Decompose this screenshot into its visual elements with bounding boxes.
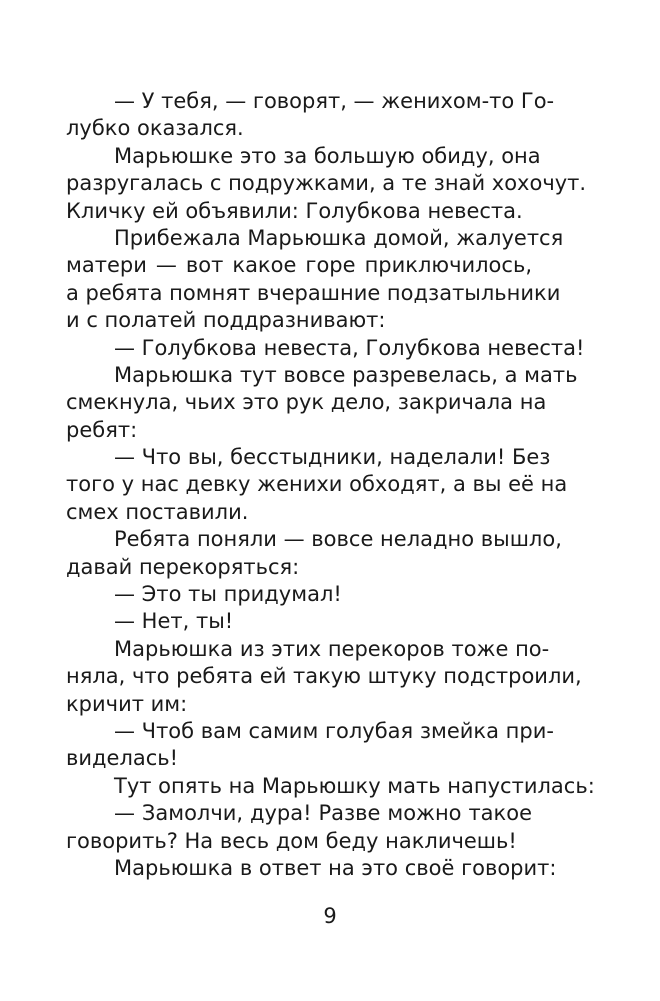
text-line: а ребята помнят вчерашние подзатыльники xyxy=(66,280,561,305)
text-line: ребят: xyxy=(66,417,138,442)
page-number: 9 xyxy=(323,904,337,928)
text-line: смекнула, чьих это рук дело, закричала на xyxy=(66,390,547,415)
text-line: няла, что ребята ей такую штуку подстроили, xyxy=(66,664,582,689)
text-line: — Это ты придумал! xyxy=(114,582,342,607)
text-line: Ребята поняли — вовсе неладно вышло, xyxy=(114,527,562,552)
text-line: говорить? На весь дом беду накличешь! xyxy=(66,828,517,853)
text-line: лубко оказался. xyxy=(66,116,244,141)
text-line: виделась! xyxy=(66,746,179,771)
text-line: Тут опять на Марьюшку мать напустилась: xyxy=(114,773,595,798)
text-line: Марьюшке это за большую обиду, она xyxy=(114,143,541,168)
text-line: того у нас девку женихи обходят, а вы её на xyxy=(66,472,568,497)
text-line: Марьюшка в ответ на это своё говорит: xyxy=(114,855,557,880)
text-line: — У тебя, — говорят, — женихом-то Го- xyxy=(114,89,555,113)
text-line: смех поставили. xyxy=(66,499,249,524)
text-line: Прибежала Марьюшка домой, жалуется xyxy=(114,225,564,250)
text-line: — Замолчи, дура! Разве можно такое xyxy=(114,801,532,826)
text-line: — Голубкова невеста, Голубкова невеста! xyxy=(114,335,585,360)
text-line: — Чтоб вам самим голубая змейка при- xyxy=(114,718,554,743)
text-line: давай перекоряться: xyxy=(66,554,300,579)
text-line: — Нет, ты! xyxy=(114,609,234,634)
text-line: матери — вот какое горе приключилось, xyxy=(66,253,532,278)
text-line: и с полатей поддразнивают: xyxy=(66,308,386,333)
text-line: кричит им: xyxy=(66,691,188,716)
text-line: Кличку ей объявили: Голубкова невеста. xyxy=(66,198,523,223)
page-text xyxy=(66,88,595,882)
text-line: Марьюшка из этих перекоров тоже по- xyxy=(114,636,550,661)
text-line: — Что вы, бесстыдники, наделали! Без xyxy=(114,445,551,470)
text-line: Марьюшка тут вовсе разревелась, а мать xyxy=(114,362,578,387)
text-line: разругалась с подружками, а те знай хохочут. xyxy=(66,171,587,196)
